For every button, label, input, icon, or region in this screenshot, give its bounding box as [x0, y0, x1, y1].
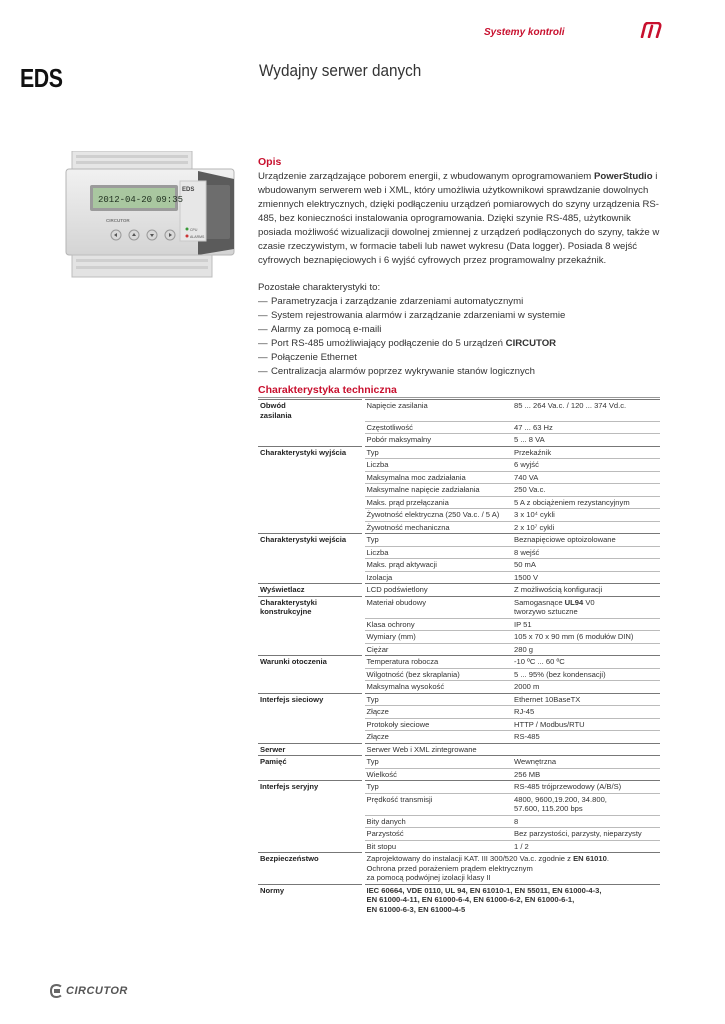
intro-text-1: Urządzenie zarządzające poborem energii, z wbudowanym oprogramowaniem	[258, 171, 594, 182]
group-label: Wyświetlacz	[258, 584, 363, 597]
led-cpu-label: CPU	[190, 228, 198, 232]
tech-heading-rule	[258, 397, 660, 398]
table-row	[258, 643, 660, 656]
param-value: IP 51	[512, 618, 660, 631]
group-label	[258, 484, 363, 497]
param-label: Typ	[363, 446, 512, 459]
param-value: Przekaźnik	[512, 446, 660, 459]
param-value: 47 ... 63 Hz	[512, 421, 660, 434]
param-value: 5 ... 95% (bez kondensacji)	[512, 668, 660, 681]
footer-logo	[50, 984, 132, 1000]
table-row	[258, 521, 660, 534]
table-row	[258, 559, 660, 572]
param-value: 250 Va.c.	[512, 484, 660, 497]
norms-text: IEC 60664, VDE 0110, UL 94, EN 61010-1, EN 55011, EN 61000-4-3, EN 61000-4-11, EN 61000-6-4, EN 61000-6-2, EN 61000-6-1, EN 61000-6-3, EN 61000-4-5	[363, 884, 660, 915]
param-label: Żywotność mechaniczna	[363, 521, 512, 534]
group-label	[258, 546, 363, 559]
param-value: 4800, 9600,19.200, 34.800, 57.600, 115.200 bps	[512, 793, 660, 815]
table-row	[258, 484, 660, 497]
param-value: 1500 V	[512, 571, 660, 584]
param-label: Napięcie zasilania	[363, 400, 512, 422]
param-value: Z możliwością konfiguracji	[512, 584, 660, 597]
table-row	[258, 718, 660, 731]
tech-spec-body	[258, 400, 660, 853]
feature-item	[258, 337, 660, 351]
param-label: Liczba	[363, 546, 512, 559]
param-label: LCD podświetlony	[363, 584, 512, 597]
group-label	[258, 731, 363, 744]
table-row	[258, 446, 660, 459]
table-row	[258, 546, 660, 559]
group-label	[258, 643, 363, 656]
table-row	[258, 781, 660, 794]
param-label: Bit stopu	[363, 840, 512, 853]
table-row	[258, 884, 660, 915]
param-label: Żywotność elektryczna (250 Va.c. / 5 A)	[363, 509, 512, 522]
param-value: 1 / 2	[512, 840, 660, 853]
device-label-text: EDS	[182, 187, 195, 193]
table-row	[258, 815, 660, 828]
group-label	[258, 471, 363, 484]
param-label: Typ	[363, 756, 512, 769]
lcd-date: 2012-04-20	[98, 195, 153, 205]
group-label	[258, 631, 363, 644]
param-label: Klasa ochrony	[363, 618, 512, 631]
table-row	[258, 731, 660, 744]
param-value: 105 x 70 x 90 mm (6 modułów DIN)	[512, 631, 660, 644]
table-row	[258, 496, 660, 509]
feature-item: — System rejestrowania alarmów i zarządzanie zdarzeniami w systemie	[258, 309, 660, 323]
safety-bold: EN 61010	[573, 854, 607, 863]
table-row	[258, 459, 660, 472]
group-label: Normy	[258, 884, 363, 915]
table-row	[258, 693, 660, 706]
group-label	[258, 618, 363, 631]
param-value: 5 A z obciążeniem rezystancyjnym	[512, 496, 660, 509]
table-row	[258, 656, 660, 669]
feature-item: — Alarmy za pomocą e-maili	[258, 323, 660, 337]
group-label	[258, 706, 363, 719]
device-button-left	[111, 230, 121, 240]
description-heading: Opis	[258, 156, 282, 168]
param-value: 6 wyjść	[512, 459, 660, 472]
group-label	[258, 828, 363, 841]
param-value: Wewnętrzna	[512, 756, 660, 769]
param-label: Prędkość transmisji	[363, 793, 512, 815]
device-button-right	[165, 230, 175, 240]
param-value	[512, 743, 660, 756]
device-brand: CIRCUTOR	[106, 218, 130, 223]
group-label: Charakterystyki konstrukcyjne	[258, 596, 363, 618]
feature-text: Port RS-485 umożliwiający podłączenie do 5 urządzeń	[271, 338, 506, 349]
brand-m-logo-icon	[640, 22, 662, 38]
safety-period: .	[606, 854, 609, 863]
table-row	[258, 534, 660, 547]
table-row	[258, 471, 660, 484]
param-label: Izolacja	[363, 571, 512, 584]
feature-item: — Centralizacja alarmów poprzez wykrywanie stanów logicznych	[258, 365, 660, 379]
param-label: Pobór maksymalny	[363, 434, 512, 447]
table-row	[258, 400, 660, 422]
param-label: Typ	[363, 534, 512, 547]
description-intro	[258, 170, 660, 268]
group-label	[258, 668, 363, 681]
param-value: 50 mA	[512, 559, 660, 572]
param-label: Typ	[363, 781, 512, 794]
param-label: Wilgotność (bez skraplania)	[363, 668, 512, 681]
table-row	[258, 668, 660, 681]
table-row	[258, 743, 660, 756]
feature-item: — Parametryzacja i zarządzanie zdarzeniami automatycznymi	[258, 295, 660, 309]
category-label: Systemy kontroli	[484, 27, 565, 38]
param-value: Samogasnące UL94 V0 tworzywo sztuczne	[512, 596, 660, 618]
param-value: 740 VA	[512, 471, 660, 484]
param-value: 256 MB	[512, 768, 660, 781]
table-row	[258, 618, 660, 631]
footer-brand: CIRCUTOR	[66, 985, 128, 997]
param-label: Złącze	[363, 706, 512, 719]
param-value: -10 ºC ... 60 ºC	[512, 656, 660, 669]
table-row	[258, 840, 660, 853]
device-image	[62, 151, 240, 284]
group-label	[258, 421, 363, 434]
intro-text-2: i wbudowanym serwerem web i XML, który umożliwia użytkownikowi sprawdzanie dowolnych zmiennych elektrycznych, dzięki podłączeniu urządzeń pomiarowych do szyny urządzenia RS-485, bez konieczności instalowania oprogramowania. Dzięki szynie RS-485, użytkownik posiada możliwość wizualizacji dowolnej zmiennej z urządzeń podłączonych do szyny, także w czasie rzeczywistym, w formacie tabeli lub nawet wykresu (Data logger). Posiada 8 wejść cyfrowych beznapięciowych i 6 wyjść cyfrowych przez programowalny przekaźnik.	[258, 171, 660, 266]
table-row	[258, 596, 660, 618]
param-value: 8 wejść	[512, 546, 660, 559]
group-label	[258, 509, 363, 522]
param-label: Maksymalne napięcie zadziałania	[363, 484, 512, 497]
group-label	[258, 768, 363, 781]
param-label: Typ	[363, 693, 512, 706]
param-value: Beznapięciowe optoizolowane	[512, 534, 660, 547]
param-value: 280 g	[512, 643, 660, 656]
group-label: Pamięć	[258, 756, 363, 769]
safety-cell	[363, 853, 660, 885]
group-label	[258, 571, 363, 584]
table-row	[258, 434, 660, 447]
product-code: EDS	[20, 63, 63, 93]
param-label: Protokoły sieciowe	[363, 718, 512, 731]
group-label: Charakterystyki wyjścia	[258, 446, 363, 459]
group-label: Obwód zasilania	[258, 400, 363, 422]
param-label: Maksymalna moc zadziałania	[363, 471, 512, 484]
group-label: Bezpieczeństwo	[258, 853, 363, 885]
group-label	[258, 559, 363, 572]
features-intro: Pozostałe charakterystyki to:	[258, 282, 381, 293]
param-label: Ciężar	[363, 643, 512, 656]
param-label: Temperatura robocza	[363, 656, 512, 669]
group-label	[258, 434, 363, 447]
device-button-up	[129, 230, 139, 240]
feature-bold-circutor: CIRCUTOR	[505, 338, 557, 349]
safety-text-2: Ochrona przed porażeniem prądem elektrycznym za pomocą podwójnej izolacji klasy II	[366, 863, 533, 882]
param-label: Bity danych	[363, 815, 512, 828]
param-label: Maksymalna wysokość	[363, 681, 512, 694]
table-row	[258, 828, 660, 841]
group-label	[258, 521, 363, 534]
product-title: Wydajny serwer danych	[259, 61, 422, 80]
param-value: 85 ... 264 Va.c. / 120 ... 374 Vd.c.	[512, 400, 660, 422]
group-label	[258, 815, 363, 828]
param-value: RJ-45	[512, 706, 660, 719]
param-label: Wymiary (mm)	[363, 631, 512, 644]
group-label	[258, 459, 363, 472]
table-row	[258, 793, 660, 815]
tech-spec-table	[258, 399, 660, 915]
material-bold: UL94	[564, 597, 584, 607]
param-label: Parzystość	[363, 828, 512, 841]
circutor-c-icon	[50, 984, 63, 998]
param-label: Maks. prąd aktywacji	[363, 559, 512, 572]
group-label: Interfejs seryjny	[258, 781, 363, 794]
group-label	[258, 718, 363, 731]
feature-item: — Połączenie Ethernet	[258, 351, 660, 365]
table-row	[258, 509, 660, 522]
features-list	[258, 295, 660, 379]
param-value: 5 ... 8 VA	[512, 434, 660, 447]
group-label	[258, 496, 363, 509]
param-label: Złącze	[363, 731, 512, 744]
table-row	[258, 571, 660, 584]
led-alarms-label: ALARMS	[190, 235, 205, 239]
param-label: Materiał obudowy	[363, 596, 512, 618]
param-value: Bez parzystości, parzysty, nieparzysty	[512, 828, 660, 841]
table-row	[258, 706, 660, 719]
lcd-time: 09:35	[156, 195, 184, 205]
table-row	[258, 768, 660, 781]
group-label: Interfejs sieciowy	[258, 693, 363, 706]
param-value: 8	[512, 815, 660, 828]
param-label: Serwer Web i XML zintegrowane	[363, 743, 512, 756]
group-label: Serwer	[258, 743, 363, 756]
description-section	[258, 155, 660, 379]
table-row	[258, 631, 660, 644]
safety-text: Zaprojektowany do instalacji KAT. III 300/520 Va.c. zgodnie z	[366, 854, 574, 863]
table-row	[258, 756, 660, 769]
param-label: Maks. prąd przełączania	[363, 496, 512, 509]
param-value: 2000 m	[512, 681, 660, 694]
intro-bold-powerstudio: PowerStudio	[593, 171, 653, 182]
group-label	[258, 840, 363, 853]
param-value: Ethernet 10BaseTX	[512, 693, 660, 706]
param-label: Wielkość	[363, 768, 512, 781]
group-label: Charakterystyki wejścia	[258, 534, 363, 547]
param-value: HTTP / Modbus/RTU	[512, 718, 660, 731]
tech-spec-extra	[258, 853, 660, 916]
table-row	[258, 421, 660, 434]
tech-heading: Charakterystyka techniczna	[258, 384, 397, 396]
param-value: RS-485	[512, 731, 660, 744]
group-label: Warunki otoczenia	[258, 656, 363, 669]
table-row	[258, 681, 660, 694]
table-row	[258, 853, 660, 885]
param-value: 3 x 10⁴ cykli	[512, 509, 660, 522]
table-row	[258, 584, 660, 597]
group-label	[258, 793, 363, 815]
param-label: Liczba	[363, 459, 512, 472]
param-value: 2 x 10⁷ cykli	[512, 521, 660, 534]
param-label: Częstotliwość	[363, 421, 512, 434]
param-value: RS-485 trójprzewodowy (A/B/S)	[512, 781, 660, 794]
group-label	[258, 681, 363, 694]
